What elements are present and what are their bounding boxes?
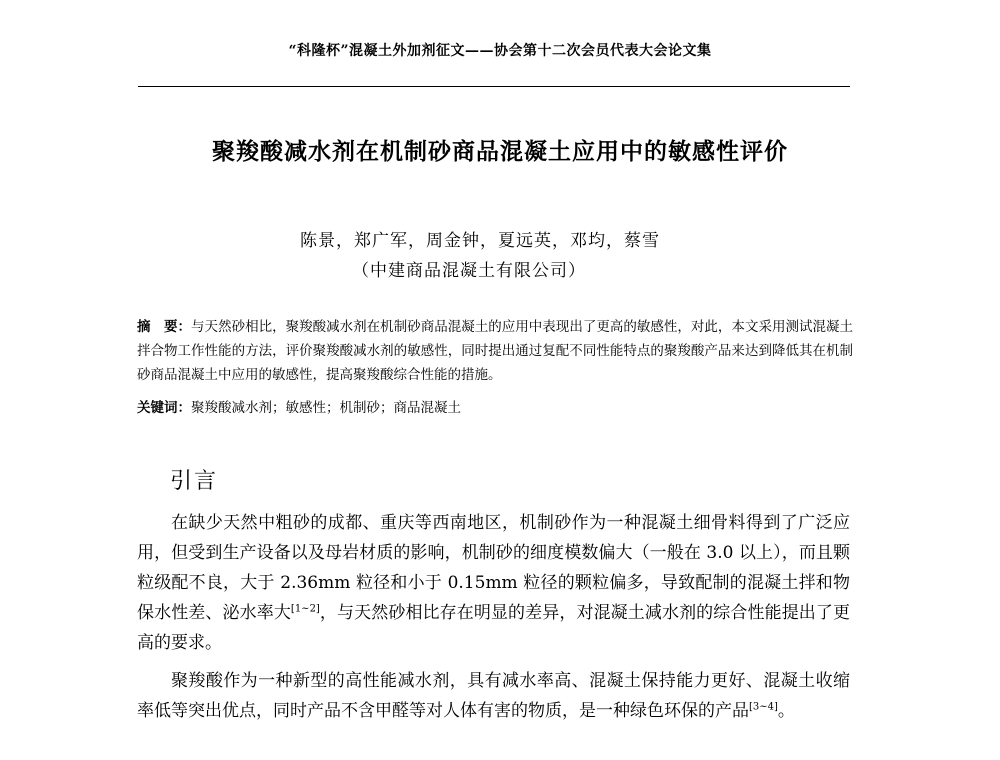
abstract (137, 315, 853, 387)
keywords-text: 聚羧酸减水剂；敏感性；机制砂；商品混凝土 (191, 400, 461, 416)
paragraph-1 (137, 508, 850, 658)
section-heading-introduction: 引言 (170, 469, 219, 494)
paper-title: 聚羧酸减水剂在机制砂商品混凝土应用中的敏感性评价 (212, 139, 788, 165)
affiliation: （中建商品混凝土有限公司） (352, 261, 586, 281)
header-rule (138, 86, 850, 87)
running-header: “科隆杯”混凝土外加剂征文——协会第十二次会员代表大会论文集 (288, 43, 712, 59)
abstract-text: 与天然砂相比，聚羧酸减水剂在机制砂商品混凝土的应用中表现出了更高的敏感性，对此，本文采用测试混凝土拌合物工作性能的方法，评价聚羧酸减水剂的敏感性，同时提出通过复配不同性能特点的聚羧酸产品来达到降低其在机制砂商品混凝土中应用的敏感性，提高聚羧酸综合性能的措施。 (137, 319, 854, 383)
paragraph-1-text: 在缺少天然中粗砂的成都、重庆等西南地区，机制砂作为一种混凝土细骨料得到了广泛应用，但受到生产设备以及母岩材质的影响，机制砂的细度模数偏大（一般在 3.0 以上），而且颗粒级配不良，大于 2.36mm 粒径和小于 0.15mm 粒径的颗粒偏多，导致配制的混凝土拌和物保水性差、泌水率大 (137, 513, 850, 623)
abstract-label: 摘 要： (137, 319, 192, 335)
citation-1-2: [1~2] (290, 603, 320, 615)
keywords-label: 关键词： (137, 400, 191, 416)
paragraph-2-text-end: 。 (777, 701, 795, 721)
keywords (137, 396, 853, 420)
paragraph-2-text: 聚羧酸作为一种新型的高性能减水剂，具有减水率高、混凝土保持能力更好、混凝土收缩率低等突出优点，同时产品不含甲醛等对人体有害的物质，是一种绿色环保的产品 (137, 671, 850, 721)
citation-3-4: [3~4] (749, 701, 778, 713)
author-list: 陈景，郑广军，周金钟，夏远英，邓均，蔡雪 (300, 231, 660, 251)
paragraph-2 (137, 666, 850, 726)
paragraph-1-text-end: ，与天然砂相比存在明显的差异，对混凝土减水剂的综合性能提出了更高的要求。 (137, 603, 850, 653)
body-text (137, 508, 850, 726)
